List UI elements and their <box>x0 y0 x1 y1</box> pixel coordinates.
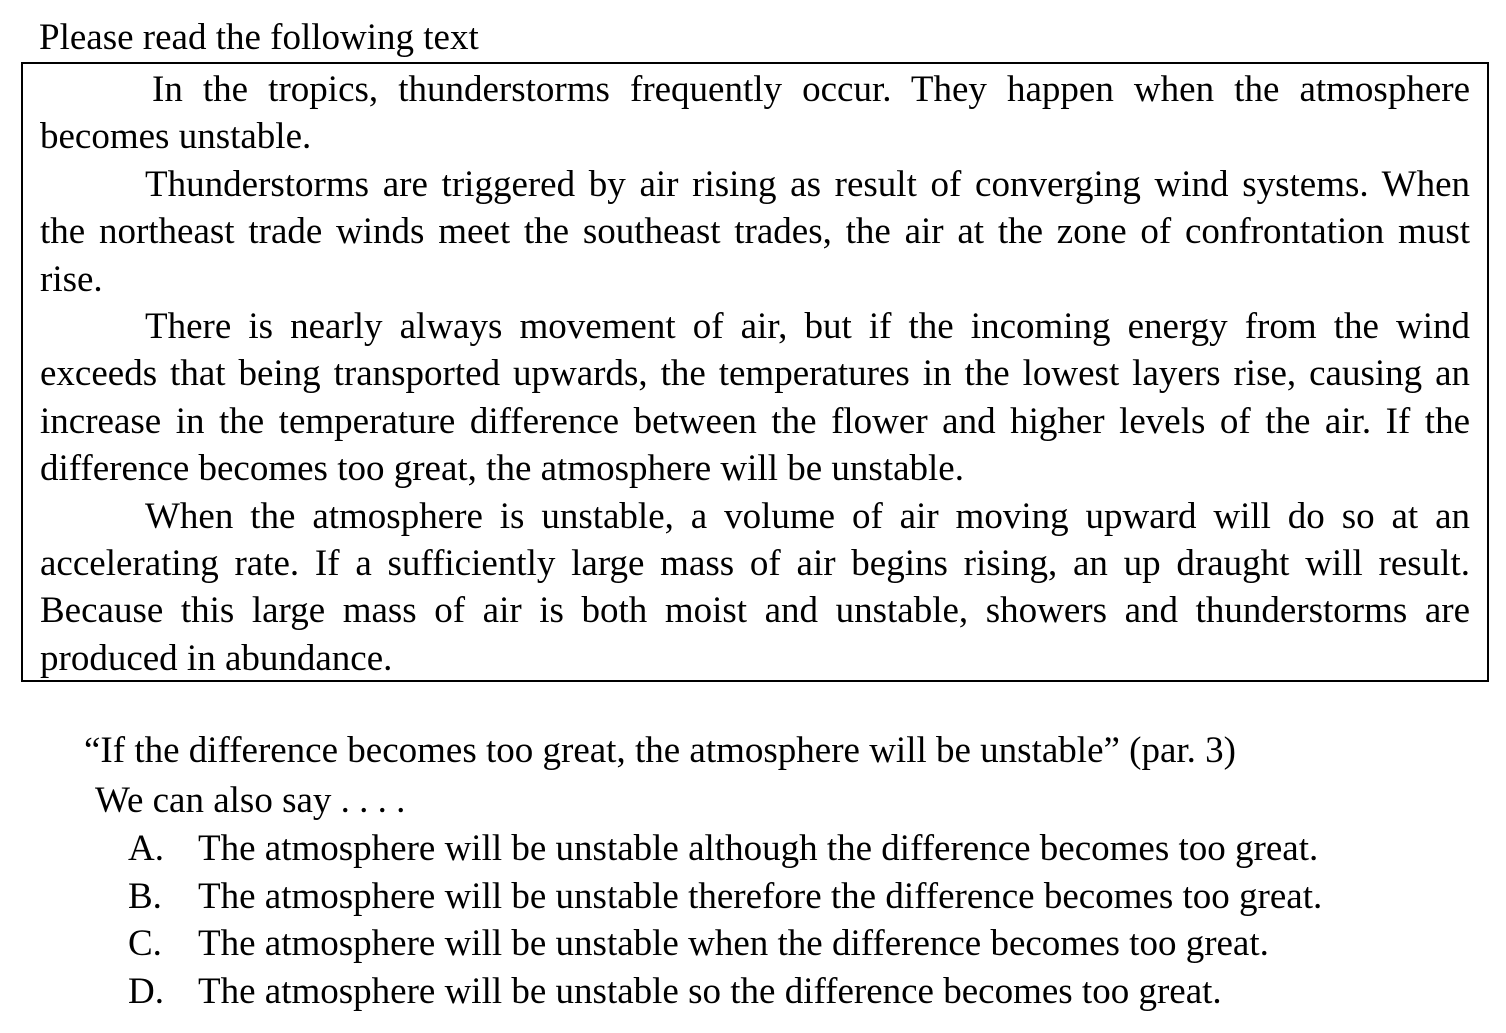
answer-option-b[interactable] <box>128 873 1322 921</box>
option-letter: C. <box>128 923 162 964</box>
reading-passage-box <box>21 62 1489 682</box>
passage-paragraph-1: In the tropics, thunderstorms frequently occur. They happen when the atmosphere becomes unstable. <box>40 69 1470 158</box>
option-text: The atmosphere will be unstable although the difference becomes too great. <box>198 828 1319 869</box>
option-letter: D. <box>128 970 164 1012</box>
answer-options <box>128 825 1322 1015</box>
option-text: The atmosphere will be unstable when the difference becomes too great. <box>198 923 1269 964</box>
answer-option-c[interactable] <box>128 920 1322 968</box>
option-letter: A. <box>128 828 164 869</box>
passage-paragraph-3: There is nearly always movement of air, but if the incoming energy from the wind exceeds that being transported upwards, the temperatures in the lowest layers rise, causing an increase in the temperature difference between the flower and higher levels of the air. If the difference becomes too great, the atmosphere will be unstable. <box>40 306 1470 490</box>
question-quote: “If the difference becomes too great, the atmosphere will be unstable” (par. 3) <box>84 730 1237 771</box>
answer-option-a[interactable] <box>128 825 1322 873</box>
question-lead: We can also say . . . . <box>95 780 406 821</box>
passage-paragraph-2: Thunderstorms are triggered by air rising as result of converging wind systems. When the northeast trade winds meet the southeast trades, the air at the zone of confrontation must rise. <box>40 163 1470 300</box>
answer-option-d[interactable] <box>128 968 1322 1016</box>
option-letter: B. <box>128 875 162 917</box>
passage-paragraph-4: When the atmosphere is unstable, a volume of air moving upward will do so at an accelerating rate. If a sufficiently large mass of air begins rising, an up draught will result. Because this large mass of air is both moist and unstable, showers and thunderstorms are produced in abundance. <box>40 495 1470 679</box>
option-text: The atmosphere will be unstable so the difference becomes too great. <box>198 970 1222 1012</box>
option-text: The atmosphere will be unstable therefore the difference becomes too great. <box>198 875 1323 917</box>
instruction-text: Please read the following text <box>39 17 479 58</box>
